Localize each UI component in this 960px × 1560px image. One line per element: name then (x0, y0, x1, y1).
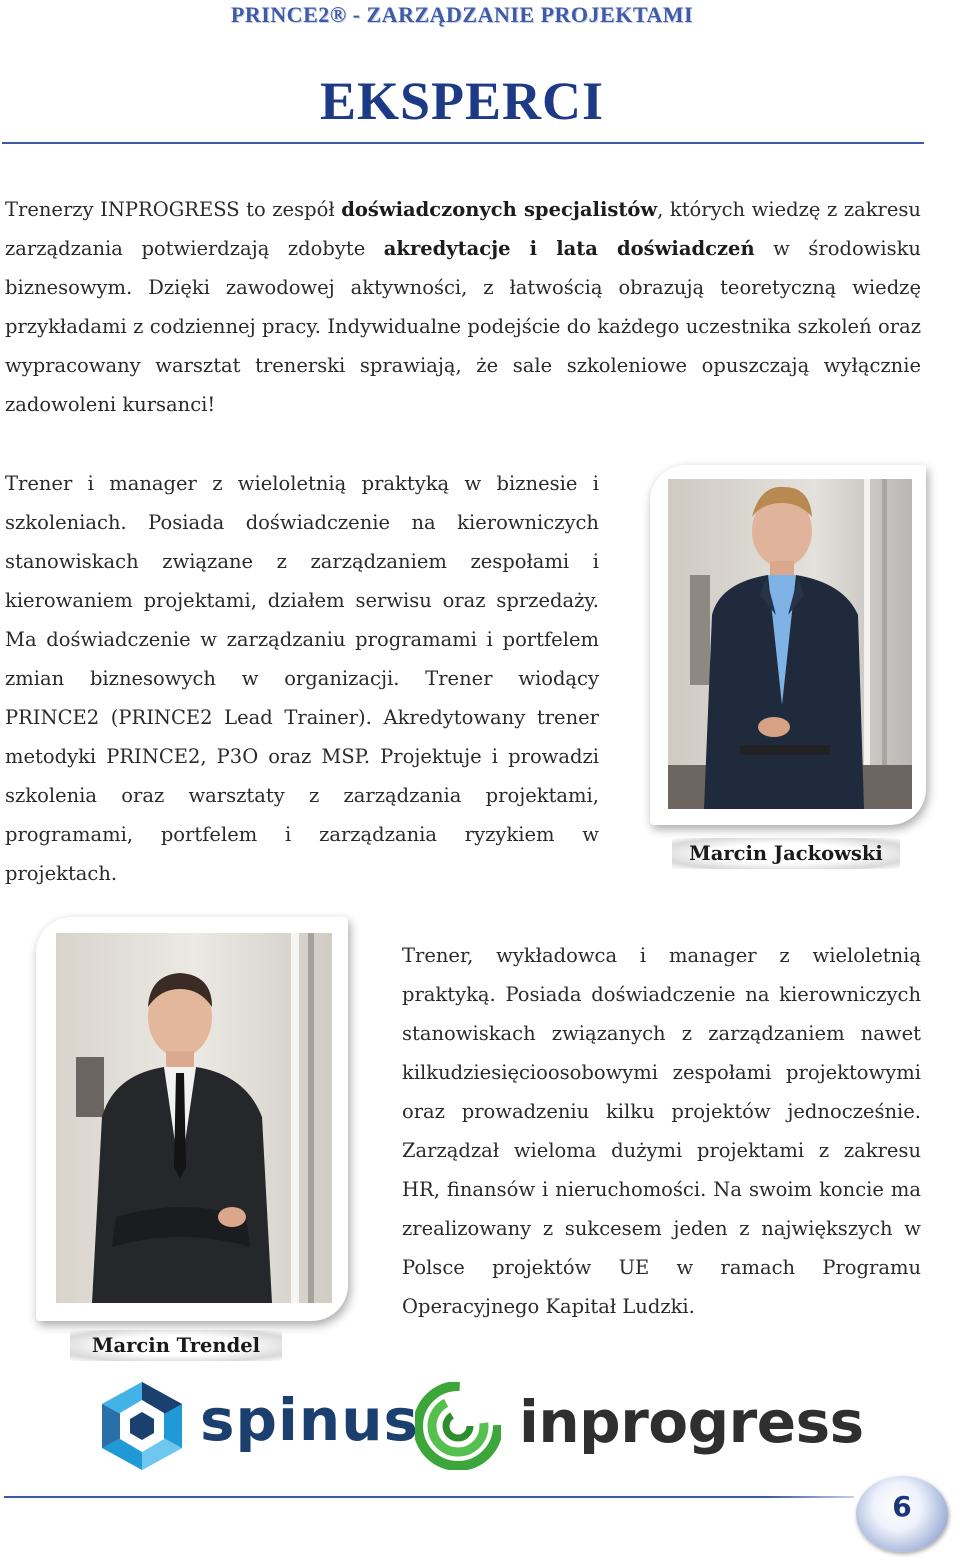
inprogress-wordmark: inprogress (519, 1388, 864, 1456)
intro-bold-text: doświadczonych specjalistów (341, 198, 658, 221)
expert-name-trendel: Marcin Trendel (70, 1330, 282, 1361)
spinus-hexagon-icon (96, 1380, 188, 1472)
intro-paragraph (5, 190, 921, 424)
intro-text: Trenerzy INPROGRESS to zespół (5, 198, 342, 221)
footer-divider (4, 1496, 854, 1498)
expert-bio-jackowski: Trener i manager z wieloletnią praktyką w biznesie i szkoleniach. Posiada doświadczenie na kierowniczych stanowiskach związane z zarządzaniem zespołami i kierowaniem projektami, działem serwisu oraz sprzedaży. Ma doświadczenie w zarządzaniu programami i portfelem zmian biznesowych w organizacji. Trener wiodący PRINCE2 (PRINCE2 Lead Trainer). Akredytowany trener metodyki PRINCE2, P3O oraz MSP. Projektuje i prowadzi szkolenia oraz warsztaty z zarządzania projektami, programami, portfelem i zarządzania ryzykiem w projektach. (5, 472, 599, 885)
page-number-badge (856, 1476, 948, 1552)
intro-text: , których wiedzę z zakresu zarządzania potwierdzają zdobyte (5, 198, 921, 260)
page-title: EKSPERCI (319, 71, 605, 131)
expert-photo-trendel (36, 917, 348, 1321)
title-divider (2, 142, 924, 144)
intro-text: w środowisku biznesowym. Dzięki zawodowej aktywności, z łatwością obrazują teoretyczną wiedzę przykładami z codziennej pracy. Indywidualne podejście do każdego uczestnika szkoleń oraz wypracowany warsztat trenerski sprawiają, że sale szkoleniowe opuszczają wyłącznie zadowoleni kursanci! (5, 237, 921, 416)
spinus-logo (96, 1378, 420, 1478)
inprogress-swirl-icon (415, 1382, 501, 1470)
expert-name-jackowski: Marcin Jackowski (672, 838, 900, 869)
expert-bio-trendel: Trener, wykładowca i manager z wieloletnią praktyką. Posiada doświadczenie na kierowniczych stanowiskach związanych z zarządzaniem nawet kilkudziesięcioosobowymi zespołami projektowymi oraz prowadzeniu kilku projektów jednocześnie. Zarządzał wieloma dużymi projektami z zakresu HR, finansów i nieruchomości. Na swoim koncie ma zrealizowany z sukcesem jeden z największych w Polsce projektów UE w ramach Programu Operacyjnego Kapitał Ludzki. (402, 944, 921, 1318)
page-number: 6 (892, 1490, 912, 1523)
document-header: PRINCE2® - ZARZĄDZANIE PROJEKTAMI (230, 2, 694, 27)
inprogress-logo (415, 1378, 864, 1478)
intro-bold-text: akredytacje i lata doświadczeń (383, 237, 755, 260)
expert-photo-jackowski (650, 465, 926, 825)
spinus-wordmark: spinus (200, 1386, 420, 1454)
